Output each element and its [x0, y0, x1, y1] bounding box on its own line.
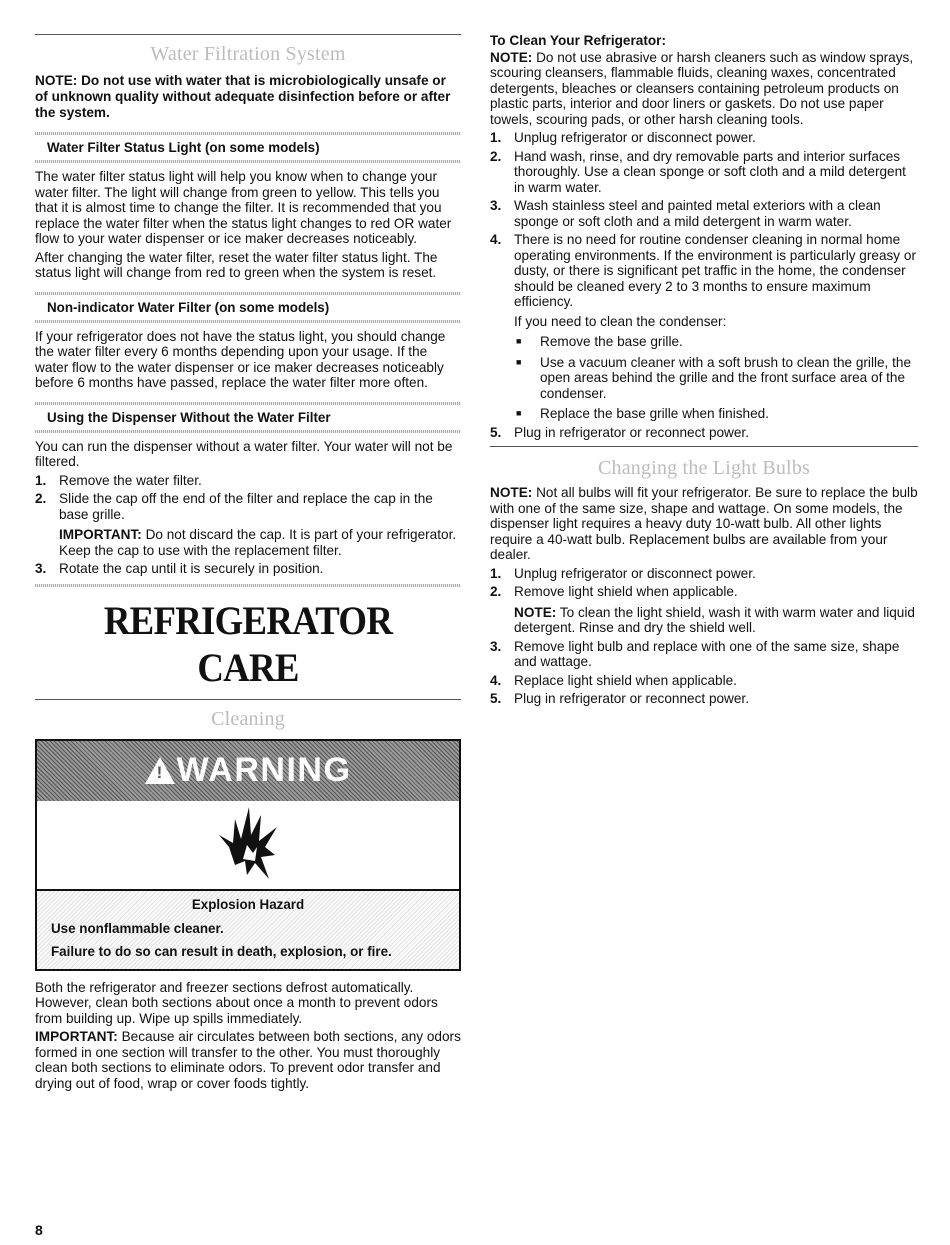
divider-band	[35, 430, 461, 433]
to-clean-heading: To Clean Your Refrigerator:	[490, 33, 666, 48]
list-item: 1. Unplug refrigerator or disconnect power.	[490, 565, 756, 581]
dispenser-heading: Using the Dispenser Without the Water Filter	[47, 409, 331, 425]
list-item: 3. Rotate the cap until it is securely in position.	[35, 561, 324, 576]
warning-hazard: Explosion Hazard	[191, 896, 305, 912]
divider-band	[35, 584, 461, 587]
warning-header	[37, 741, 459, 801]
warning-text	[37, 889, 459, 969]
list-item: 1. Unplug refrigerator or disconnect power.	[490, 130, 756, 145]
cleaning-paragraph-1: Both the refrigerator and freezer sections defrost automatically. However, clean both sections about once a month to prevent odors from building up. Wipe up spills immediately.	[35, 979, 438, 1026]
list-item: 3. Remove light bulb and replace with one of the same size, shape and wattage.	[490, 638, 900, 669]
condenser-intro: If you need to clean the condenser:	[514, 313, 727, 329]
water-note: NOTE: Do not use with water that is microbiologically unsafe or of unknown quality without adequate disinfection before or after the system.	[35, 73, 451, 120]
bullet-item: ■ Use a vacuum cleaner with a soft brush to clean the grille, the open areas behind the grille and the front surface area of the condenser.	[516, 354, 912, 401]
list-item: 5. Plug in refrigerator or reconnect power.	[490, 691, 749, 706]
bulbs-note: NOTE: Not all bulbs will fit your refrigerator. Be sure to replace the bulb with one of the same size, shape and wattage. On some models, the dispenser light requires a heavy duty 10-watt bulb. All other lights require a 40-watt bulb. Replacement bulbs are available from your dealer.	[490, 485, 918, 562]
list-item: 2. Remove light shield when applicable. NOTE: To clean the light shield, wash it with warm water and liquid detergent. Rinse and dry the shield well.	[490, 584, 918, 636]
list-item: 2. Hand wash, rinse, and dry removable parts and interior surfaces thoroughly. Use a clean sponge or soft cloth and a mild detergent in warm water.	[490, 148, 906, 195]
right-column	[490, 0, 918, 707]
important-note: IMPORTANT: Do not discard the cap. It is part of your refrigerator. Keep the cap to use with the replacement filter.	[59, 527, 457, 558]
dispenser-paragraph: You can run the dispenser without a water filter. Your water will not be filtered.	[35, 438, 453, 469]
explosion-icon	[37, 801, 459, 889]
list-item: 1. Remove the water filter.	[35, 472, 202, 488]
list-item: 4. There is no need for routine condenser cleaning in normal home operating environments. If the environment is particularly greasy or dusty, or there is significant pet traffic in the home, the condenser should be cleaned every 2 to 3 months to ensure maximum efficiency. If you need to clean the condenser: ■ Remove the base grille. ■ Use a vacuum cleaner with a soft brush to clean the grille, the open areas behind the grille and the front surface area of the condenser. ■ Replace the base grille when finished.	[490, 232, 918, 422]
water-filtration-title: Water Filtration System	[150, 43, 346, 65]
non-indicator-heading: Non-indicator Water Filter (on some models)	[47, 299, 330, 315]
left-column	[35, 0, 461, 1091]
list-item: 2. Slide the cap off the end of the filter and replace the cap in the base grille. IMPORTANT: Do not discard the cap. It is part of your refrigerator. Keep the cap to use with the replacement filter.	[35, 491, 461, 558]
cleaning-important: IMPORTANT: Because air circulates between both sections, any odors formed in one section will transfer to the other. You must thoroughly clean both sections to eliminate odors. To prevent odor transfer and drying out of food, wrap or cover foods tightly.	[35, 1029, 461, 1091]
dispenser-steps	[35, 473, 461, 577]
status-light-paragraph-2: After changing the water filter, reset the water filter status light. The status light will change from red to green when the system is reset.	[35, 249, 438, 280]
warning-box	[35, 739, 461, 971]
bullet-item: ■ Replace the base grille when finished.	[516, 406, 769, 421]
top-rule	[35, 34, 461, 35]
warning-line-1: Use nonflammable cleaner.	[51, 920, 224, 936]
warning-label: WARNING	[176, 751, 352, 789]
light-bulbs-title: Changing the Light Bulbs	[597, 457, 811, 479]
page-number: 8	[35, 1222, 43, 1238]
bullet-item: ■ Remove the base grille.	[516, 334, 683, 349]
warning-triangle-icon: !	[145, 757, 175, 784]
non-indicator-paragraph: If your refrigerator does not have the status light, you should change the water filter every 6 months depending upon your usage. If the water flow to the water dispenser or ice maker decreases noticeably before 6 months have passed, replace the water filter more often.	[35, 328, 446, 390]
cleaning-title: Cleaning	[211, 707, 285, 730]
divider-band	[35, 160, 461, 163]
cleaner-note: NOTE: Do not use abrasive or harsh cleaners such as window sprays, scouring cleansers, flammable fluids, cleaning waxes, concentrated detergents, bleaches or cleansers containing petroleum products on plastic parts, interior and door liners or gaskets. Do not use paper towels, scouring pads, or other harsh cleaning tools.	[490, 49, 914, 127]
list-item: 4. Replace light shield when applicable.	[490, 672, 737, 688]
list-item: 5. Plug in refrigerator or reconnect power.	[490, 424, 749, 440]
cleaning-steps	[490, 130, 918, 440]
bulb-steps	[490, 566, 918, 707]
status-light-paragraph-1: The water filter status light will help you know when to change your water filter. The light will change from green to yellow. This tells you that it is almost time to change the filter. It is recommended that you replace the water filter when the status light changes to red OR water flow to your water dispenser or ice maker decreases noticeably.	[35, 169, 452, 246]
section-rule	[35, 699, 461, 700]
warning-line-2: Failure to do so can result in death, explosion, or fire.	[51, 943, 392, 959]
section-rule	[490, 446, 918, 447]
shield-note: NOTE: To clean the light shield, wash it with warm water and liquid detergent. Rinse and dry the shield well.	[514, 604, 915, 635]
list-item: 3. Wash stainless steel and painted metal exteriors with a clean sponge or soft cloth and a mild detergent in warm water.	[490, 198, 881, 229]
status-light-heading: Water Filter Status Light (on some models)	[47, 140, 320, 155]
refrigerator-care-title: REFRIGERATOR CARE	[103, 597, 393, 690]
divider-band	[35, 320, 461, 323]
